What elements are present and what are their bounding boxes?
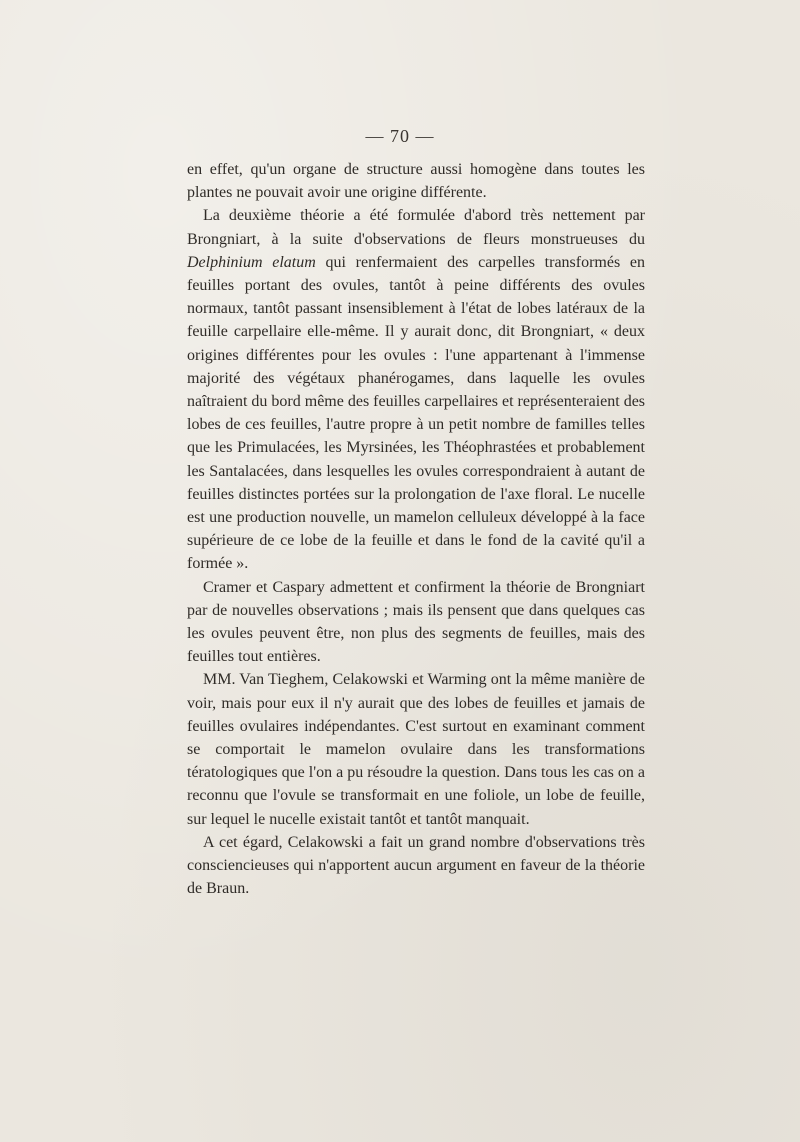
paragraph-4: MM. Van Tieghem, Celakowski et Warming ont la même manière de voir, mais pour eux il n'y aurait que des lobes de feuilles et jamais de feuilles ovulaires indépendantes. C'est surtout en examinant comment se comportait le mamelon ovulaire dans les transformations tératologiques que l'on a pu résoudre la question. Dans tous les cas on a reconnu que l'ovule se transformait en une foliole, un lobe de feuille, sur lequel le nucelle existait tantôt et tantôt manquait. xyxy=(187,671,645,828)
body-text xyxy=(187,158,645,901)
paragraph-5: A cet égard, Celakowski a fait un grand nombre d'observations très consciencieuses qui n'apportent aucun argument en faveur de la théorie de Braun. xyxy=(187,833,645,898)
paragraph-2-part-b: qui renfermaient des carpelles transformés en feuilles portant des ovules, tantôt à peine différents des ovules normaux, tantôt passant insensiblement à l'état de lobes latéraux de la feuille carpellaire elle-même. Il y aurait donc, dit Brongniart, « deux origines différentes pour les ovules : l'une appartenant à l'immense majorité des végétaux phanérogames, dans laquelle les ovules naîtraient du bord même des feuilles carpellaires et représenteraient des lobes de ces feuilles, l'autre propre à un petit nombre de familles telles que les Primulacées, les Myrsinées, les Théophrastées et probablement les Santalacées, dans lesquelles les ovules correspondraient à autant de feuilles distinctes portées sur la prolongation de l'axe floral. Le nucelle est une production nouvelle, un mamelon celluleux développé à la face supérieure de ce lobe de la feuille et dans le fond de la cavité qu'il a formée ». xyxy=(187,253,646,573)
paragraph-2-part-a: La deuxième théorie a été formulée d'abord très nettement par Brongniart, à la suite d'observations de fleurs monstrueuses du xyxy=(187,207,645,248)
species-name: Delphinium elatum xyxy=(187,253,316,271)
page-number: — 70 — xyxy=(365,126,435,146)
paragraph-2 xyxy=(187,204,645,575)
paragraph-3: Cramer et Caspary admettent et confirment la théorie de Brongniart par de nouvelles observations ; mais ils pensent que dans quelques cas les ovules peuvent être, non plus des segments de feuilles, mais des feuilles tout entières. xyxy=(187,578,645,666)
paragraph-1: en effet, qu'un organe de structure aussi homogène dans toutes les plantes ne pouvait avoir une origine différente. xyxy=(187,161,645,202)
